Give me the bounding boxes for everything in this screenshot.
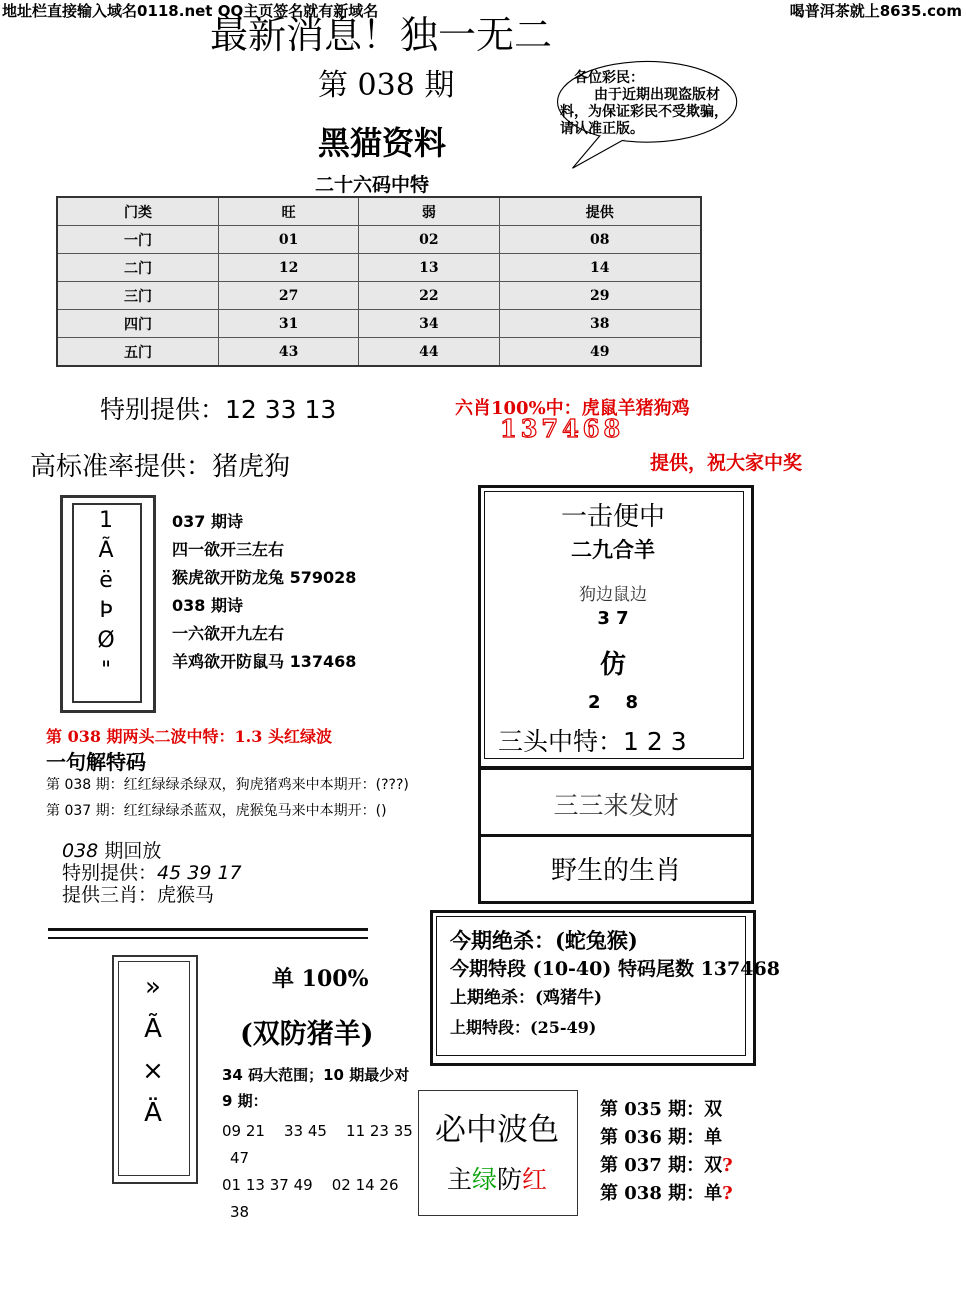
wild-zodiac-text: 野生的生肖 [550,856,681,886]
wish-text: 提供，祝大家中奖 [650,452,803,474]
replay-special-value: 45 39 17 [157,862,242,884]
table-cell: 02 [359,226,499,254]
single-glyph-column [128,966,178,1134]
table-cell: 14 [499,254,701,282]
riddle-038: 第 038 期：红红绿绿杀绿双，狗虎猪鸡来中本期开：(???) [46,777,409,793]
poem-line: 羊鸡欲开防鼠马 137468 [172,652,357,671]
table-cell: 二门 [57,254,219,282]
table-header-row [57,197,701,226]
issue-history [600,1096,733,1208]
table-cell: 44 [359,338,499,367]
poem-glyph-column [86,506,126,686]
fortune-text: 三三来发财 [553,791,679,820]
range-line: 34 码大范围；10 期最少对 [222,1066,410,1084]
one-hit-num1: 3 7 [597,608,629,629]
replay-three: 提供三肖：虎猴马 [62,884,215,906]
table-header-cell: 提供 [499,197,701,226]
poem-line: 038 期诗 [172,596,243,615]
table-cell: 三门 [57,282,219,310]
number-line: 01 13 37 49 02 14 26 [222,1176,399,1194]
bubble-line1: 各位彩民： [574,70,644,86]
kill-box-text [450,926,780,1042]
kill-line: 今期绝杀：(蛇兔猴) [450,928,638,953]
issue-row [600,1096,733,1124]
table-header-cell: 门类 [57,197,219,226]
one-hit-riddle: 二九合羊 [571,537,655,562]
number-block [222,1118,413,1226]
poem-glyph: Ã [98,538,114,563]
section-divider [48,928,368,939]
range-nine: 9 期： [222,1092,268,1110]
bubble-text [560,70,730,138]
one-hit-num2: 2 8 [587,692,639,713]
table-cell: 49 [499,338,701,367]
one-hit-hint: 狗边鼠边 [579,585,647,605]
table-cell: 四门 [57,310,219,338]
header-left-banner: 地址栏直接输入域名0118.net QQ主页签名就有新域名 [2,2,379,20]
wave-fang: 防 [497,1165,523,1194]
single-glyph: × [142,1056,164,1086]
table-row [57,282,701,310]
double-guard: (双防猪羊) [240,1019,374,1050]
table-cell: 29 [499,282,701,310]
poem-glyph: ë [99,568,113,593]
door-table [56,196,702,367]
table-cell: 31 [219,310,359,338]
table-row [57,310,701,338]
table-cell: 22 [359,282,499,310]
poem-lines [172,508,356,676]
table-cell: 43 [219,338,359,367]
issue-value: 双 [704,1155,723,1176]
replay-title [62,840,242,862]
wave-color-title: 必中波色 [435,1112,559,1148]
one-line-title: 一句解特码 [46,750,146,774]
two-head-special: 第 038 期两头二波中特：1.3 头红绿波 [46,727,332,746]
three-head-special: 三头中特：1 2 3 [498,727,687,756]
range-block [222,1062,409,1114]
six-numbers: 137468 [500,414,625,443]
issue-mark: ? [722,1183,733,1204]
bubble-line2: 由于近期出现盗版材料，为保证彩民不受欺骗，请认准正版。 [560,87,728,137]
table-header-cell: 旺 [219,197,359,226]
table-header-cell: 弱 [359,197,499,226]
table-cell: 08 [499,226,701,254]
poem-line: 猴虎欲开防龙兔 579028 [172,568,357,587]
wave-color-sub [418,1160,576,1196]
poem-glyph: 1 [99,508,113,533]
table-cell: 34 [359,310,499,338]
replay-block [62,840,242,906]
issue-label: 第 037 期： [600,1155,705,1176]
header-right-banner: 喝普洱茶就上8635.com [789,2,962,20]
main-title: 黑猫资料 [318,124,447,162]
issue-row [600,1124,733,1152]
table-row [57,254,701,282]
high-rate-provide: 高标准率提供：猪虎狗 [30,452,291,482]
single-glyph: Ã [144,1014,162,1044]
kill-line: 今期特段 (10-40) 特码尾数 137468 [450,958,780,980]
issue-label: 第 036 期： [600,1127,705,1148]
poem-glyph: Ø [97,628,115,653]
table-cell: 12 [219,254,359,282]
single-glyph: Ä [144,1098,162,1128]
issue-value: 双 [704,1099,723,1120]
riddle-037: 第 037 期：红红绿绿杀蓝双，虎猴兔马来中本期开：() [46,803,387,819]
poem-line: 037 期诗 [172,512,243,531]
replay-issue-number: 038 [62,840,99,862]
number-line: 09 21 33 45 11 23 35 [222,1122,413,1140]
wave-green: 绿 [471,1165,497,1194]
issue-mark: ? [722,1155,733,1176]
replay-special [62,862,242,884]
table-row [57,226,701,254]
poem-line: 一六欲开九左右 [172,624,285,643]
table-cell: 13 [359,254,499,282]
single-glyph: » [145,972,161,1002]
replay-title-text: 期回放 [104,840,162,862]
table-cell: 五门 [57,338,219,367]
six-zodiac: 六肖100%中：虎鼠羊猪狗鸡 [455,398,690,419]
table-cell: 一门 [57,226,219,254]
poem-glyph: " [100,658,112,683]
issue-label: 第 035 期： [600,1099,705,1120]
single-percent: 单 100% [272,966,369,992]
issue-value: 单 [704,1127,723,1148]
headline: 最新消息！独一无二 [210,13,553,57]
special-provide: 特别提供：12 33 13 [100,395,337,424]
poem-glyph: Þ [99,598,113,623]
wave-red: 红 [522,1165,548,1194]
subtitle: 二十六码中特 [315,174,430,196]
kill-line: 上期特段：(25-49) [450,1018,597,1037]
issue-value: 单 [704,1183,723,1204]
one-hit-fang: 仿 [599,650,626,680]
issue-row [600,1152,733,1180]
issue-row [600,1180,733,1208]
kill-line: 上期绝杀：(鸡猪牛) [450,988,603,1008]
table-cell: 27 [219,282,359,310]
issue-label: 第 038 期 [318,68,455,103]
issue-label: 第 038 期： [600,1183,705,1204]
one-hit-title: 一击便中 [560,502,665,532]
table-cell: 01 [219,226,359,254]
poem-line: 四一欲开三左右 [172,540,285,559]
table-cell: 38 [499,310,701,338]
table-row [57,338,701,367]
number-line: 47 [230,1149,250,1167]
number-line: 38 [230,1203,250,1221]
replay-special-label: 特别提供： [62,862,158,884]
wave-main: 主 [446,1165,472,1194]
